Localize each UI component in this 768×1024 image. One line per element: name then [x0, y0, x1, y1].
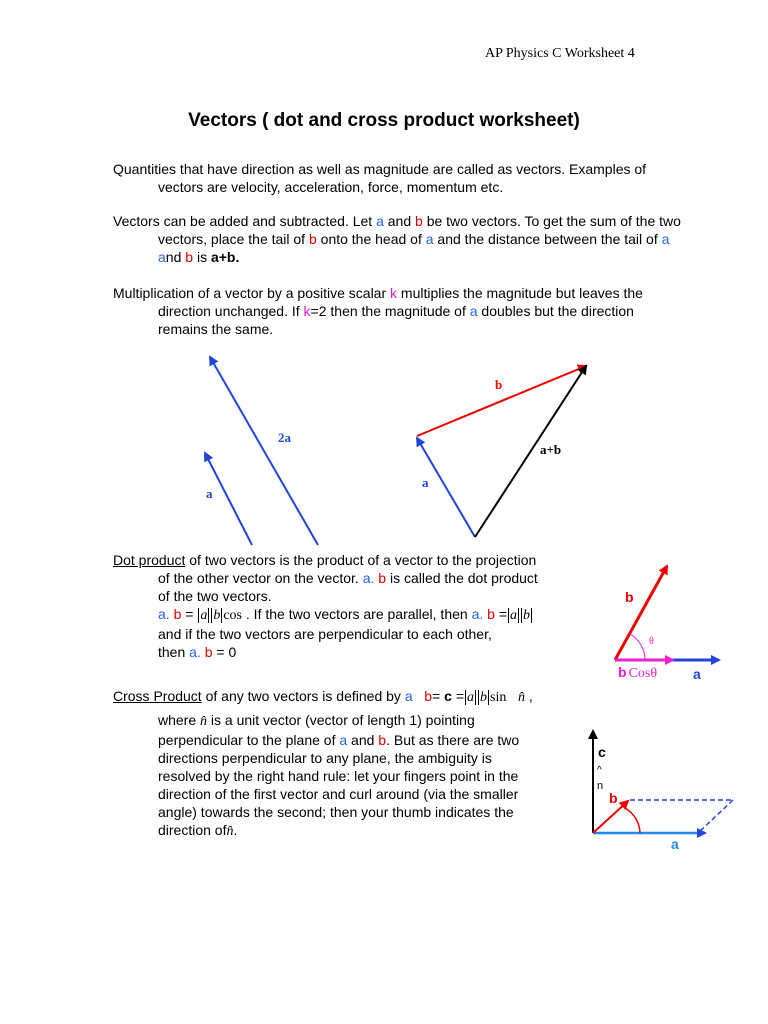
dot-line-4: a. b = a b cos . If the two vectors are parallel, then a. b = a b: [158, 606, 531, 623]
page-title: Vectors ( dot and cross product worksheet): [188, 110, 580, 131]
label-b-cos: b Cosθ: [618, 664, 658, 681]
scalar-line-2: direction unchanged. If k=2 then the magnitude of a doubles but the direction: [158, 303, 634, 319]
label-a: a: [671, 836, 679, 852]
label-a: a: [206, 486, 213, 501]
label-b: b: [625, 589, 634, 605]
dot-product-paragraph: [113, 551, 538, 661]
label-a-plus-b: a+b: [540, 442, 562, 457]
cross-line-4: directions perpendicular to any plane, the ambiguity is: [158, 750, 492, 766]
intro-paragraph: [113, 160, 646, 196]
addition-line-1: Vectors can be added and subtracted. Let a and b be two vectors. To get the sum of the two: [113, 213, 681, 229]
intro-line-2: vectors are velocity, acceleration, force, momentum etc.: [158, 179, 504, 195]
cross-line-2: where n̂ is a unit vector (vector of length 1) pointing: [158, 712, 475, 729]
label-c: c: [598, 744, 606, 760]
label-a: a: [422, 475, 429, 490]
cross-line-3: perpendicular to the plane of a and b. But as there are two: [158, 732, 520, 748]
cross-line-8: direction ofn̂.: [158, 822, 238, 839]
scalar-line-3: remains the same.: [158, 321, 274, 337]
dot-line-6: then a. b = 0: [158, 644, 237, 660]
dot-line-3: of the two vectors.: [158, 588, 272, 604]
cross-line-1: Cross Product of any two vectors is defined by a b= c = a b sin n̂ ,: [113, 688, 533, 705]
cross-line-6: direction of the first vector and curl around (via the smaller: [158, 786, 519, 802]
label-b: b: [495, 377, 503, 392]
label-n: n: [597, 780, 604, 792]
scalar-line-1: Multiplication of a vector by a positive scalar k multiplies the magnitude but leaves the: [113, 285, 643, 301]
parallelogram-side: [698, 800, 733, 833]
dot-line-5: and if the two vectors are perpendicular to each other,: [158, 626, 492, 642]
vector-2a-arrow: [210, 357, 318, 545]
projection-figure: [605, 560, 735, 685]
cross-line-7: angle) towards the second; then your thumb indicates the: [158, 804, 514, 820]
intro-line-1: Quantities that have direction as well as magnitude are called as vectors. Examples of: [113, 161, 647, 177]
vector-sum-figure: [400, 355, 600, 545]
scalar-multiple-figure: [150, 350, 360, 550]
cross-product-figure: [585, 725, 740, 855]
addition-paragraph: [113, 212, 681, 266]
dot-line-2: of the other vector on the vector. a. b is called the dot product: [158, 570, 538, 586]
scalar-paragraph: [113, 284, 643, 338]
label-2a: 2a: [278, 430, 291, 445]
dot-line-1: Dot product of two vectors is the product of a vector to the projection: [113, 552, 537, 568]
angle-arc: [630, 634, 645, 660]
addition-line-2: vectors, place the tail of b onto the head of a and the distance between the tail of a: [158, 231, 670, 247]
cross-product-paragraph: [113, 687, 533, 841]
addition-line-3: and b is a+b.: [158, 249, 240, 265]
label-n-hat: ^: [597, 765, 602, 776]
page-header: AP Physics C Worksheet 4: [485, 46, 635, 61]
cross-line-5: resolved by the right hand rule: let your fingers point in the: [158, 768, 519, 784]
label-a: a: [693, 666, 701, 682]
triangle-sum-arrow: [475, 366, 586, 537]
rotation-arc: [625, 808, 640, 833]
label-theta: θ: [649, 636, 654, 647]
label-b: b: [609, 790, 618, 806]
